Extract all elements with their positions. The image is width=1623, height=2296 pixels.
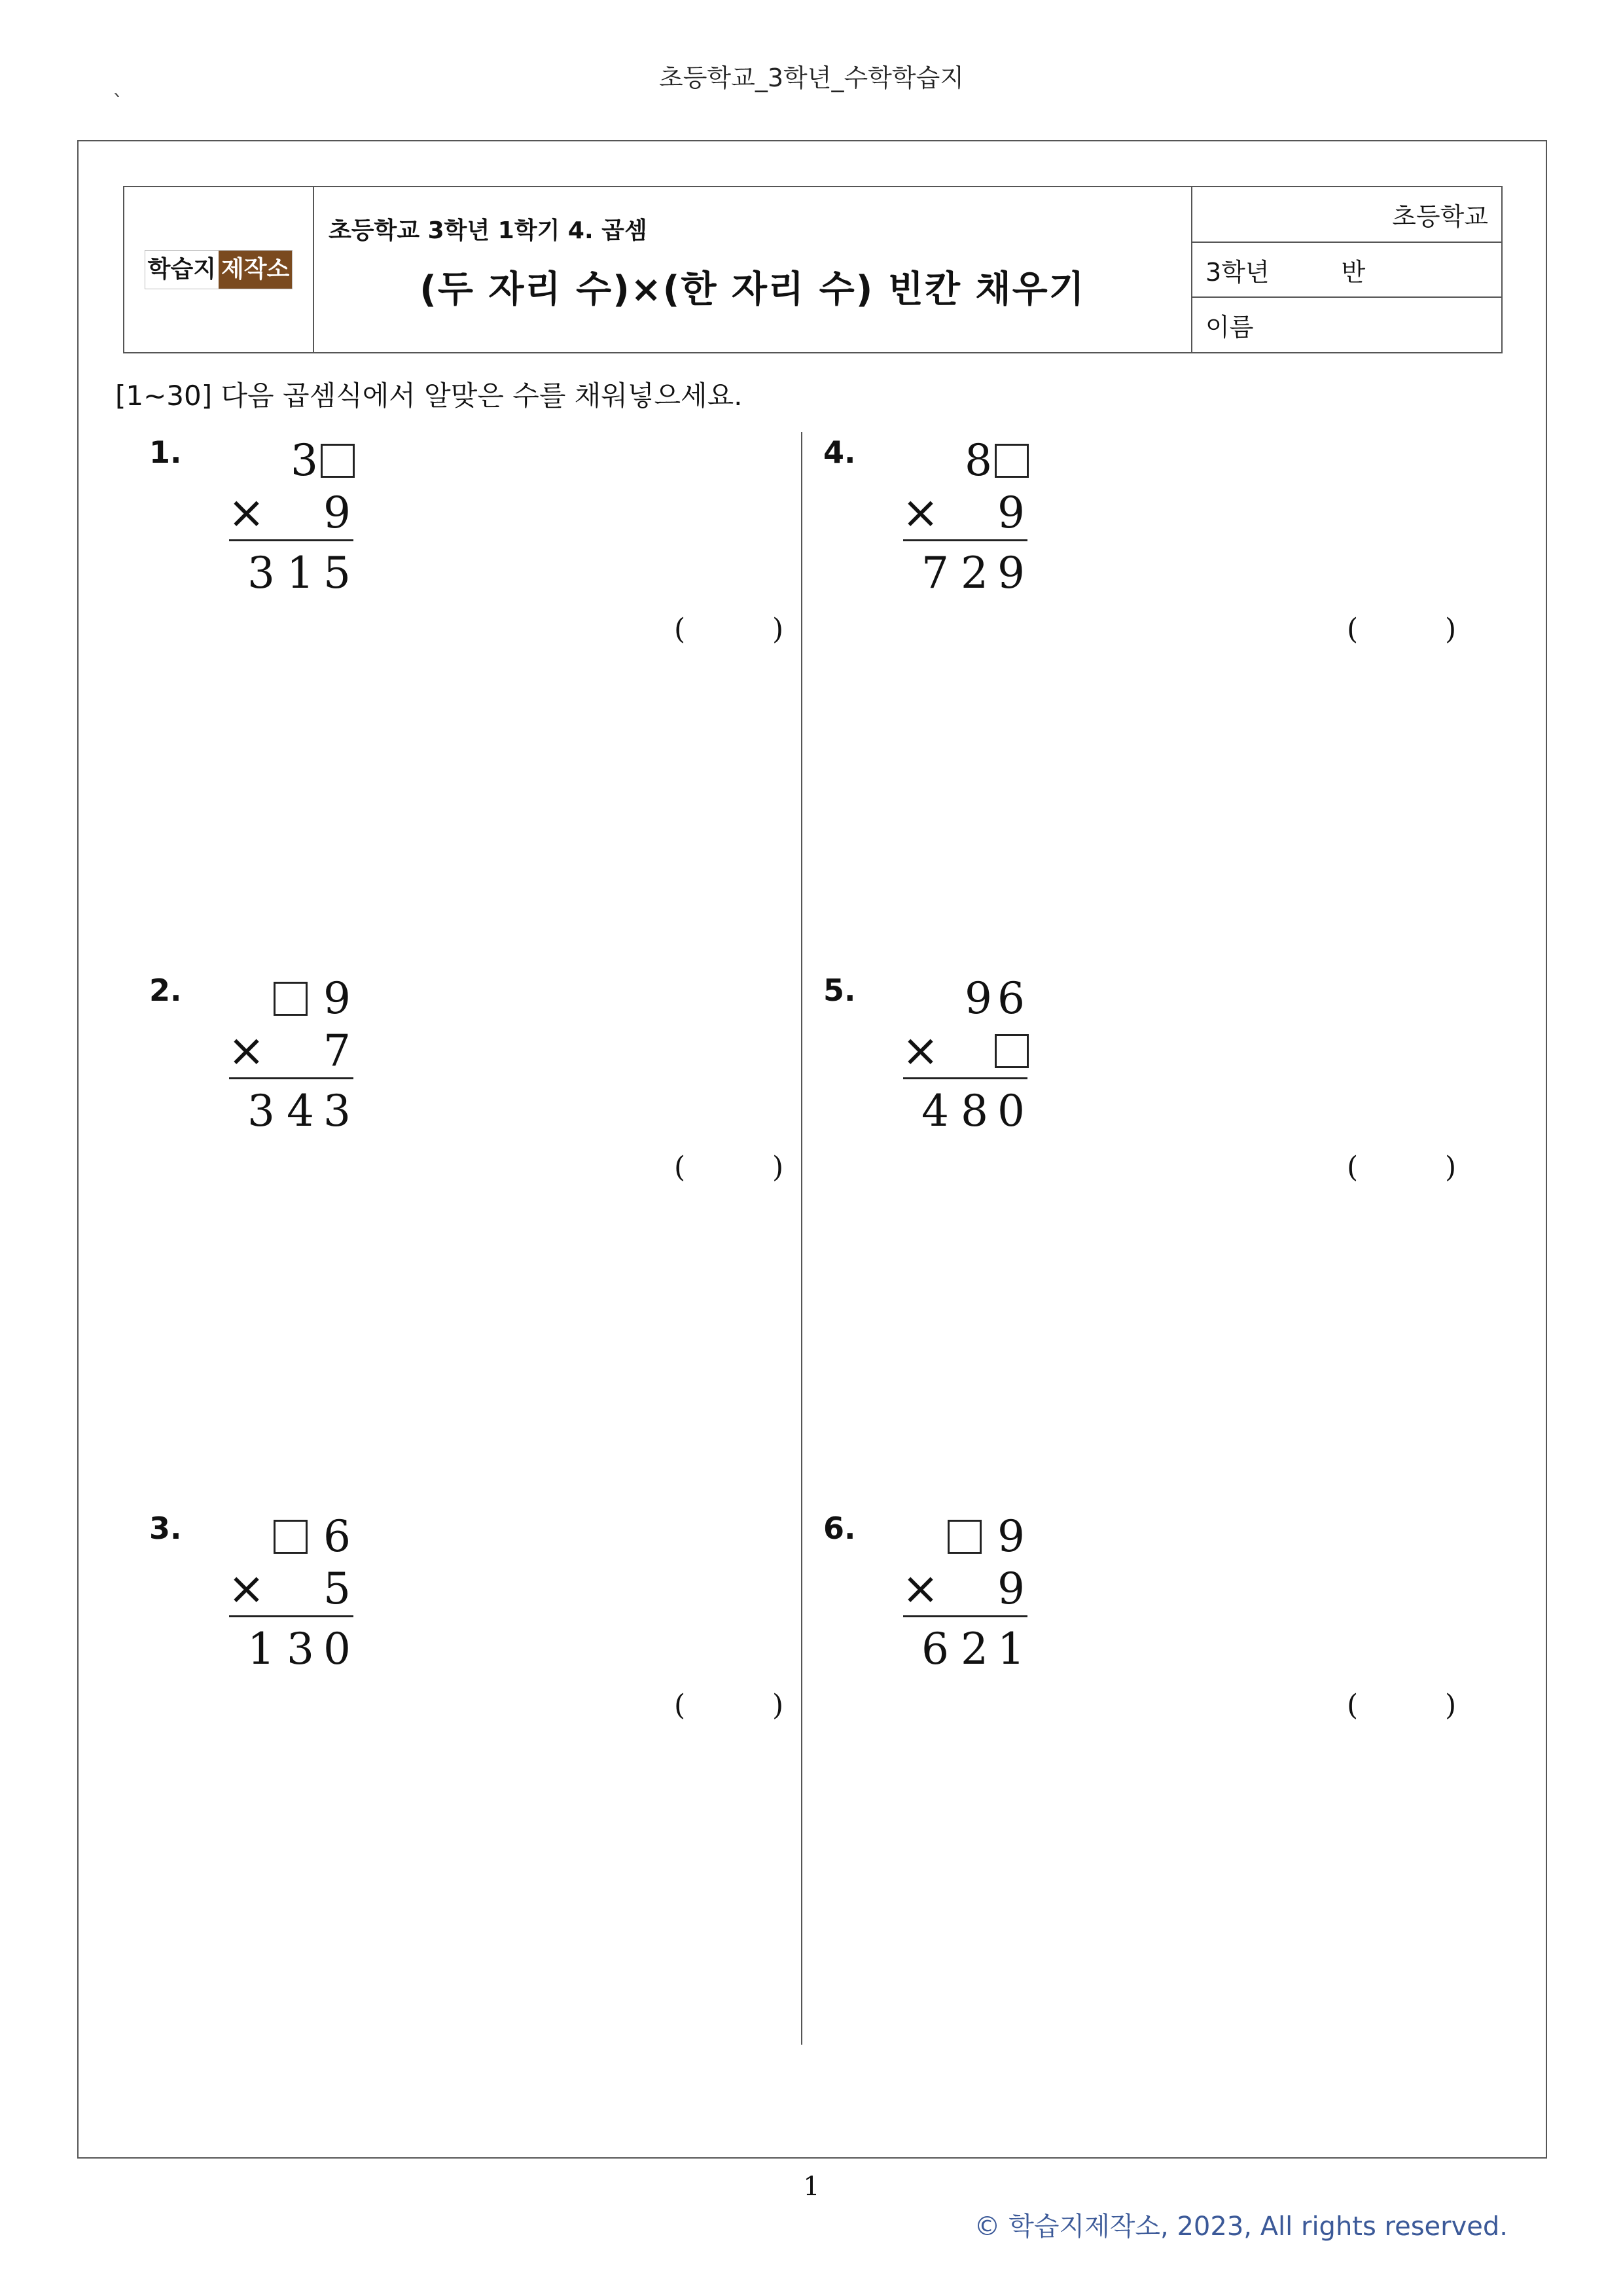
answer-paren-close: ): [772, 1689, 784, 1722]
answer-blank-box[interactable]: [995, 1034, 1029, 1068]
answer-rule: [229, 1615, 353, 1617]
school-row: [1192, 187, 1501, 243]
times-symbol: ×: [902, 487, 939, 539]
logo-text-part2: 제작소: [219, 251, 292, 289]
answer-blank-box[interactable]: [995, 444, 1029, 478]
title-cell: [314, 187, 1192, 352]
problem-number: 3.: [149, 1511, 182, 1546]
multiplicand-digit: 9: [997, 1511, 1025, 1562]
multiplier-digit: 5: [323, 1564, 351, 1614]
logo-cell: [124, 187, 314, 352]
problem-number: 5.: [823, 973, 856, 1008]
product-digit: 1: [247, 1624, 275, 1674]
multiplicand-digit: 9: [965, 973, 992, 1024]
times-symbol: ×: [228, 1563, 265, 1615]
problem-3: [149, 1511, 804, 1727]
answer-paren-open: (: [1347, 1689, 1359, 1722]
answer-blank-box[interactable]: [948, 1520, 982, 1554]
answer-rule: [229, 1077, 353, 1079]
worksheet-header: [123, 186, 1503, 353]
school-label: 초등학교: [1392, 202, 1488, 231]
problem-number: 1.: [149, 435, 182, 470]
problem-2: [149, 973, 804, 1189]
multiplicand-digit: 6: [323, 1511, 351, 1562]
grade-label: 3학년: [1205, 257, 1270, 287]
worksheet-title: (두 자리 수)×(한 자리 수) 빈칸 채우기: [419, 268, 1086, 311]
stray-mark: `: [113, 90, 123, 115]
product-digit: 8: [961, 1086, 988, 1136]
problem-4: [823, 435, 1478, 651]
times-symbol: ×: [228, 487, 265, 539]
answer-paren-open: (: [674, 1151, 686, 1184]
multiplier-digit: 9: [997, 1564, 1025, 1614]
product-digit: 2: [961, 548, 988, 598]
product-digit: 5: [323, 548, 351, 598]
grade-row: [1192, 243, 1501, 298]
product-digit: 6: [921, 1624, 949, 1674]
problem-5: [823, 973, 1478, 1189]
product-digit: 3: [323, 1086, 351, 1136]
class-label: 반: [1341, 257, 1366, 287]
multiplier-digit: 7: [323, 1026, 351, 1076]
answer-paren-close: ): [772, 613, 784, 646]
multiplicand-digit: 3: [291, 435, 318, 486]
answer-blank-box[interactable]: [274, 1520, 308, 1554]
publisher-logo: [145, 250, 293, 289]
answer-rule: [903, 1077, 1027, 1079]
answer-paren-close: ): [1445, 1151, 1457, 1184]
times-symbol: ×: [902, 1025, 939, 1077]
product-digit: 7: [921, 548, 949, 598]
student-info: [1192, 187, 1501, 352]
answer-blank-box[interactable]: [321, 444, 355, 478]
product-digit: 1: [287, 548, 314, 598]
answer-rule: [903, 1615, 1027, 1617]
problem-number: 4.: [823, 435, 856, 470]
answer-paren-open: (: [1347, 613, 1359, 646]
multiplier-digit: 9: [997, 488, 1025, 538]
name-row: [1192, 298, 1501, 352]
product-digit: 3: [247, 548, 275, 598]
product-digit: 1: [997, 1624, 1025, 1674]
multiplicand-digit: 9: [323, 973, 351, 1024]
answer-paren-close: ): [1445, 1689, 1457, 1722]
page-number: 1: [803, 2172, 820, 2202]
worksheet-subtitle: 초등학교 3학년 1학기 4. 곱셈: [329, 217, 647, 244]
product-digit: 4: [287, 1086, 314, 1136]
logo-text-part1: 학습지: [145, 251, 219, 289]
multiplier-digit: 9: [323, 488, 351, 538]
product-digit: 9: [997, 548, 1025, 598]
answer-paren-open: (: [674, 1689, 686, 1722]
multiplicand-digit: 6: [997, 973, 1025, 1024]
product-digit: 3: [287, 1624, 314, 1674]
answer-paren-close: ): [1445, 613, 1457, 646]
column-divider: [801, 432, 802, 2045]
product-digit: 4: [921, 1086, 949, 1136]
instruction-text: [1~30] 다음 곱셈식에서 알맞은 수를 채워넣으세요.: [115, 380, 743, 412]
product-digit: 0: [997, 1086, 1025, 1136]
answer-rule: [903, 539, 1027, 541]
product-digit: 2: [961, 1624, 988, 1674]
name-label: 이름: [1205, 313, 1254, 342]
problem-1: [149, 435, 804, 651]
times-symbol: ×: [228, 1025, 265, 1077]
problem-number: 2.: [149, 973, 182, 1008]
running-header: 초등학교_3학년_수학학습지: [659, 63, 964, 92]
copyright-notice: © 학습지제작소, 2023, All rights reserved.: [974, 2212, 1508, 2242]
product-digit: 3: [247, 1086, 275, 1136]
times-symbol: ×: [902, 1563, 939, 1615]
product-digit: 0: [323, 1624, 351, 1674]
answer-rule: [229, 539, 353, 541]
problem-number: 6.: [823, 1511, 856, 1546]
answer-paren-open: (: [1347, 1151, 1359, 1184]
answer-blank-box[interactable]: [274, 982, 308, 1016]
problem-6: [823, 1511, 1478, 1727]
answer-paren-open: (: [674, 613, 686, 646]
answer-paren-close: ): [772, 1151, 784, 1184]
multiplicand-digit: 8: [965, 435, 992, 486]
